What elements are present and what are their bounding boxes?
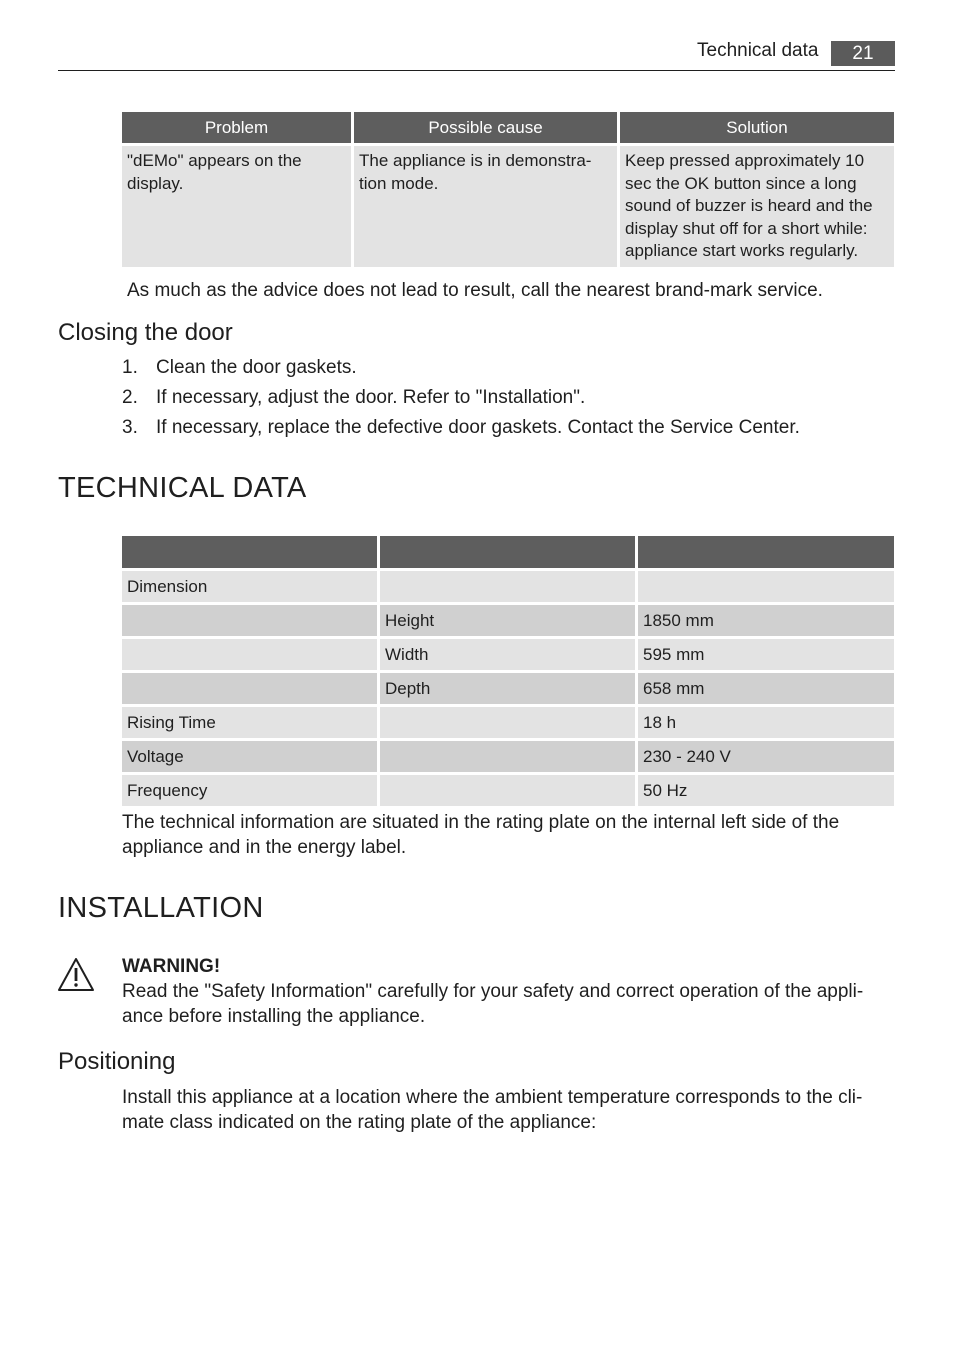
section-heading: Closing the door [58, 319, 233, 346]
table-row [122, 571, 894, 602]
header-section-title: Technical data [697, 40, 819, 61]
table-cell: Frequency [122, 775, 377, 806]
table-row [122, 146, 894, 267]
table-header-row [122, 536, 894, 568]
list-item [122, 415, 800, 445]
advice-note: As much as the advice does not lead to result, call the nearest brand-mark service. [127, 280, 823, 301]
list-text: If necessary, adjust the door. Refer to "Installation". [156, 387, 586, 408]
table-cell: Voltage [122, 741, 377, 772]
warning-title: WARNING! [122, 956, 221, 977]
table-row [122, 673, 894, 704]
list-number: 3. [122, 417, 138, 438]
table-cell: 658 mm [638, 673, 894, 704]
column-header: Possible cause [354, 112, 617, 143]
page-number: 21 [831, 41, 895, 66]
list-item [122, 355, 800, 385]
list-item [122, 385, 800, 415]
list-number: 2. [122, 387, 138, 408]
list-text: If necessary, replace the defective door gaskets. Contact the Service Center. [156, 417, 800, 438]
table-cell: Keep pressed approximately 10 sec the OK button since a long sound of buzzer is heard and the display shut off for a short while: appliance start works regularly. [620, 146, 894, 267]
table-cell: Depth [380, 673, 635, 704]
column-header [380, 536, 635, 568]
steps-list [122, 355, 800, 445]
positioning-text: Install this appliance at a location where the ambient temperature corresponds to the cli-mate class indicated on the rating plate of the appliance: [122, 1087, 863, 1133]
table-header-row [122, 112, 894, 143]
column-header [122, 536, 377, 568]
table-row [122, 775, 894, 806]
table-cell: Rising Time [122, 707, 377, 738]
table-cell: 18 h [638, 707, 894, 738]
table-cell [122, 605, 377, 636]
table-cell [380, 775, 635, 806]
troubleshooting-table [119, 109, 897, 270]
column-header [638, 536, 894, 568]
table-row [122, 639, 894, 670]
table-cell [122, 673, 377, 704]
table-cell: The appliance is in demonstra-tion mode. [354, 146, 617, 267]
warning-text: Read the "Safety Information" carefully for your safety and correct operation of the appli-ance before installing the appliance. [122, 981, 864, 1027]
list-text: Clean the door gaskets. [156, 357, 357, 378]
column-header: Solution [620, 112, 894, 143]
warning-triangle-icon [57, 957, 95, 992]
chapter-title: TECHNICAL DATA [58, 472, 307, 504]
table-cell: Width [380, 639, 635, 670]
table-cell [380, 571, 635, 602]
list-number: 1. [122, 357, 138, 378]
table-cell: 1850 mm [638, 605, 894, 636]
header-rule [58, 70, 895, 71]
technical-note: The technical information are situated in the rating plate on the internal left side of the appliance and in the energy label. [122, 812, 840, 858]
table-cell [638, 571, 894, 602]
section-heading: Positioning [58, 1048, 176, 1075]
table-cell [380, 741, 635, 772]
table-cell: 595 mm [638, 639, 894, 670]
table-row [122, 741, 894, 772]
table-row [122, 605, 894, 636]
table-cell: 50 Hz [638, 775, 894, 806]
table-cell: 230 - 240 V [638, 741, 894, 772]
column-header: Problem [122, 112, 351, 143]
table-cell: "dEMo" appears on the display. [122, 146, 351, 267]
table-cell [380, 707, 635, 738]
chapter-title: INSTALLATION [58, 892, 264, 924]
table-row [122, 707, 894, 738]
table-cell [122, 639, 377, 670]
warning-block [122, 954, 892, 1029]
table-cell: Dimension [122, 571, 377, 602]
table-cell: Height [380, 605, 635, 636]
technical-data-table [119, 533, 897, 809]
